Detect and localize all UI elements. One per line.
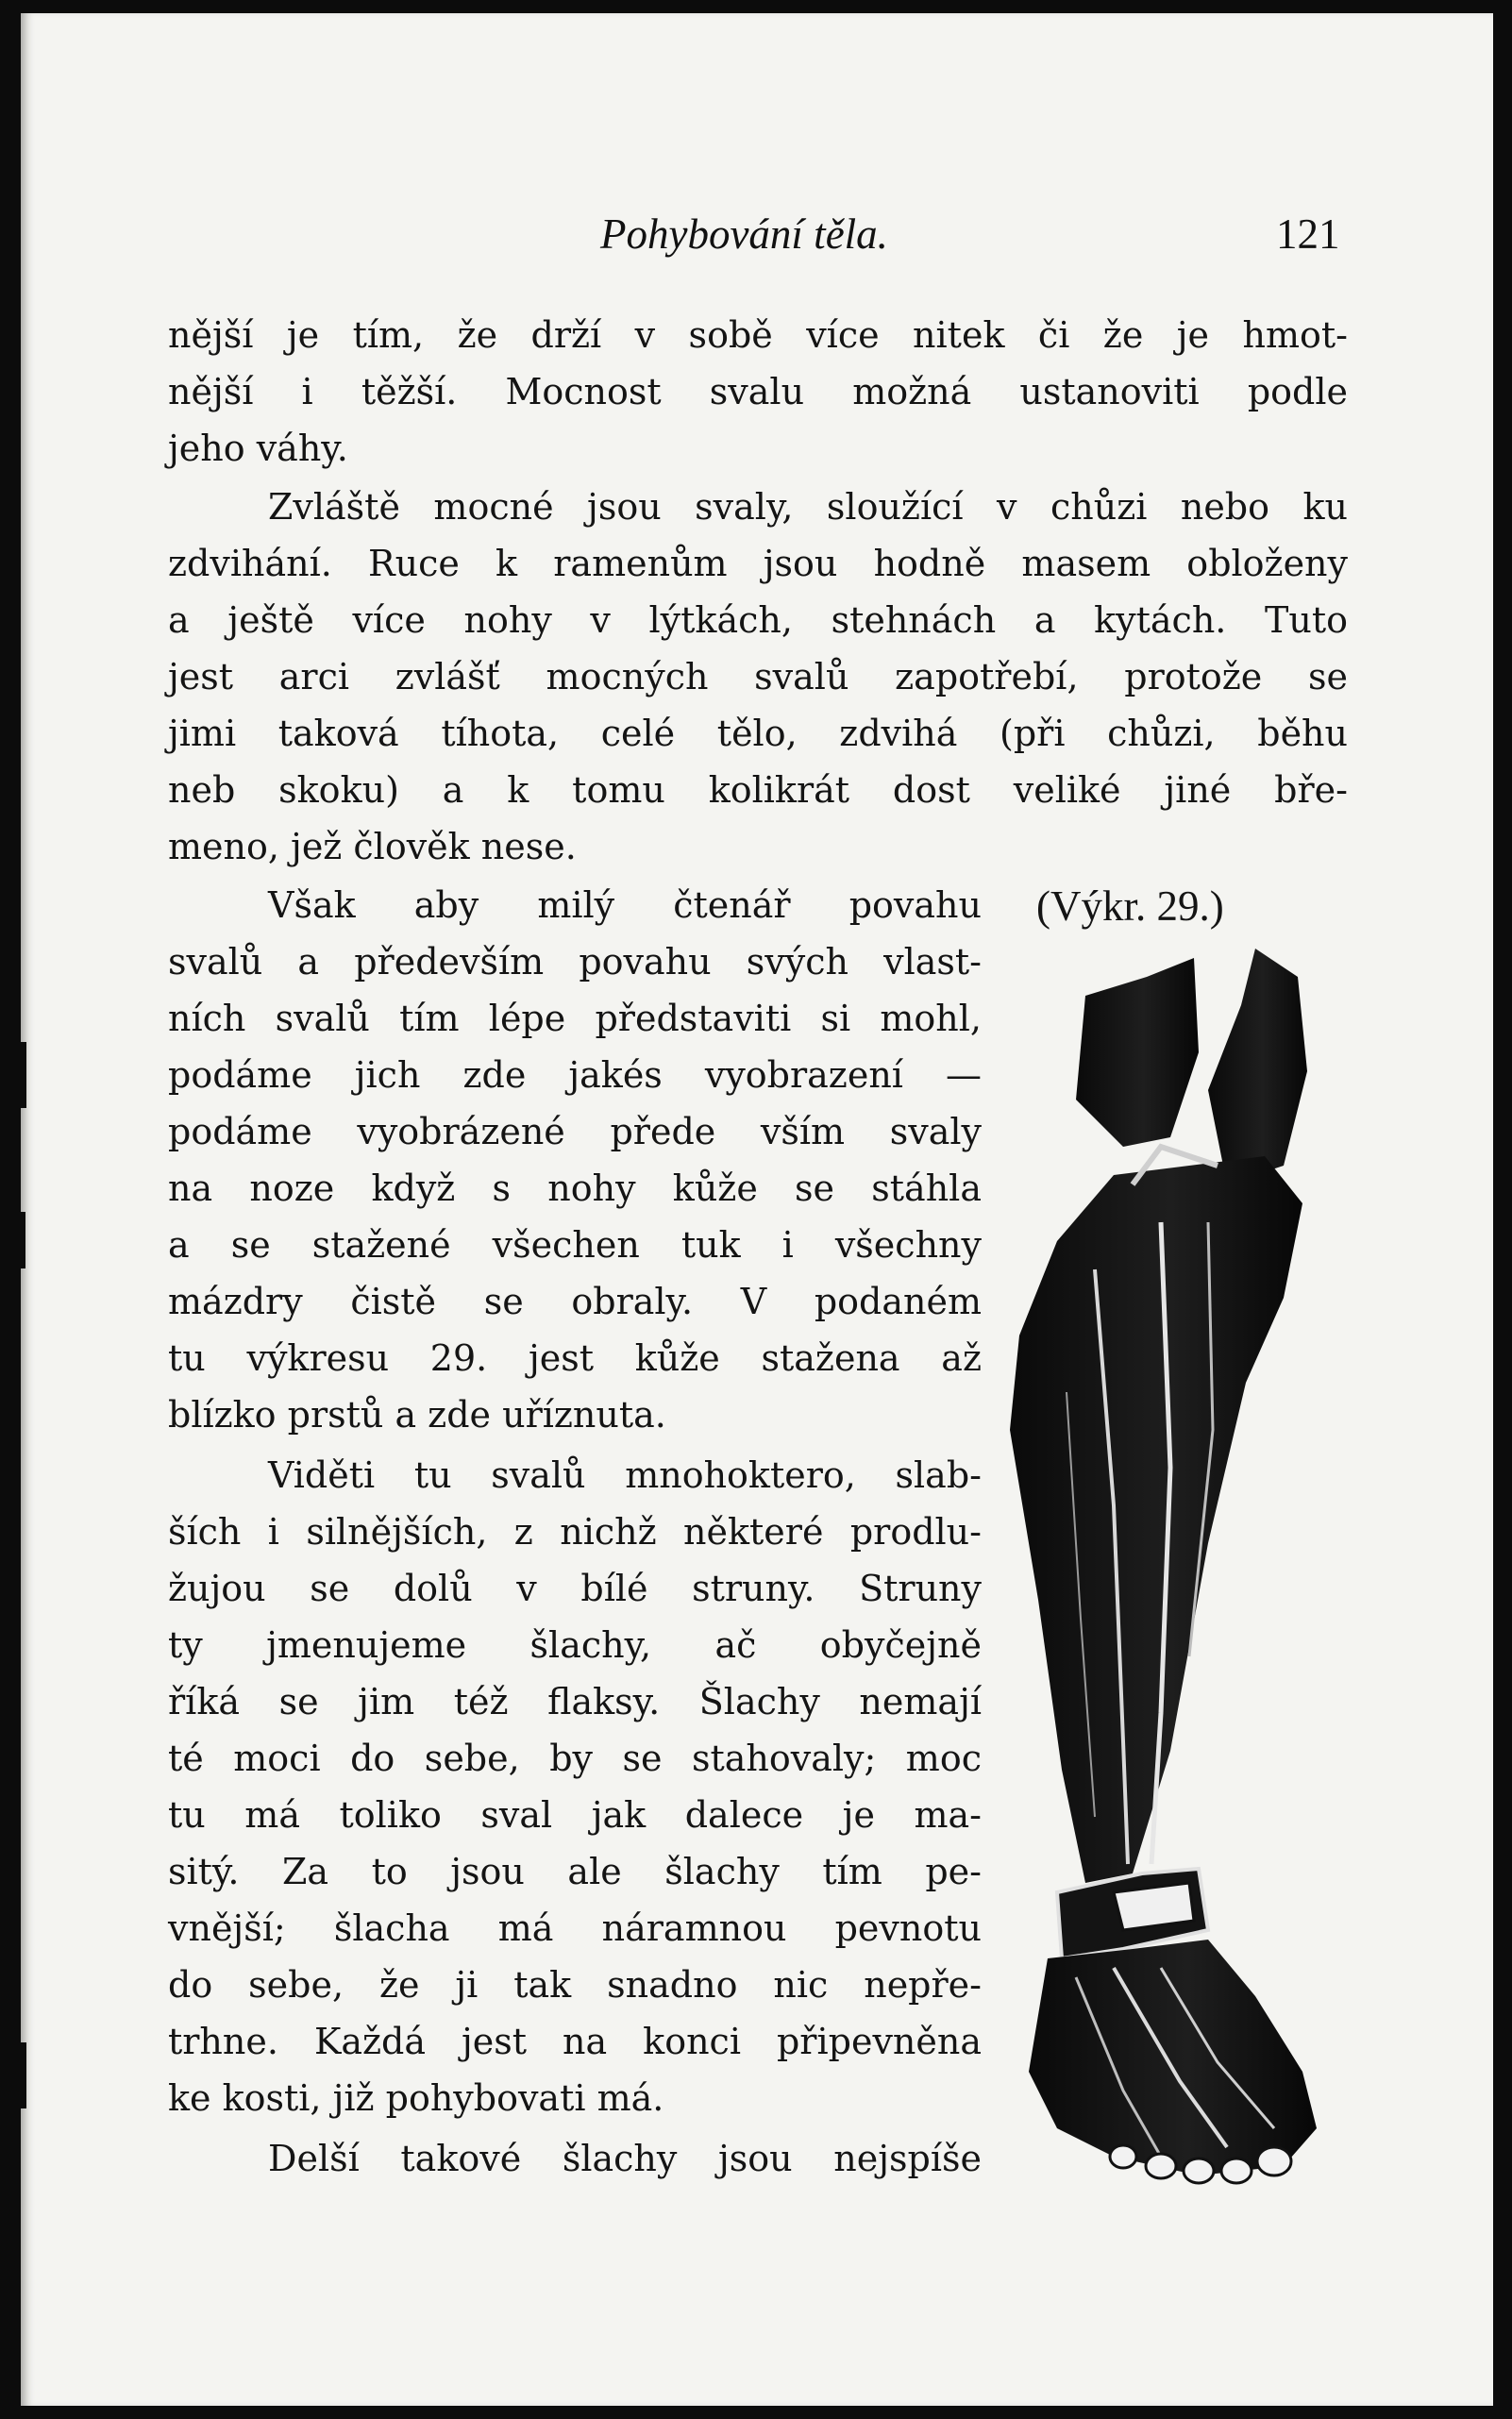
text-line: meno, jež člověk nese. — [168, 826, 577, 867]
text-line: blízko prstů a zde uříznuta. — [168, 1394, 666, 1436]
text-line: ty jmenujeme šlachy, ač obyčejně — [168, 1624, 982, 1666]
text-line: podáme vyobrázené přede vším svaly — [168, 1111, 982, 1152]
text-line: Viděti tu svalů mnohoktero, slab- — [268, 1454, 982, 1496]
page-number: 121 — [1276, 210, 1340, 258]
text-line: mázdry čistě se obraly. V podaném — [168, 1281, 982, 1322]
text-line: ších i silnějších, z nichž některé prodlu- — [168, 1511, 982, 1553]
text-line: ních svalů tím lépe představiti si mohl, — [168, 998, 982, 1039]
text-line: zdvihání. Ruce k ramenům jsou hodně masem obloženy — [168, 543, 1348, 584]
text-line: sitý. Za to jsou ale šlachy tím pe- — [168, 1851, 982, 1892]
text-line: nější i těžší. Mocnost svalu možná ustanoviti podle — [168, 371, 1348, 412]
text-line: tu má toliko sval jak dalece je ma- — [168, 1794, 982, 1836]
text-line: vnější; šlacha má náramnou pevnotu — [168, 1907, 982, 1949]
text-line: na noze když s nohy kůže se stáhla — [168, 1168, 982, 1209]
text-line: jeho váhy. — [168, 428, 348, 469]
text-line: trhne. Každá jest na konci připevněna — [168, 2021, 982, 2062]
figure-caption: (Výkr. 29.) — [1036, 882, 1224, 930]
text-line: svalů a především povahu svých vlast- — [168, 941, 982, 983]
page-edge-mark — [21, 2042, 26, 2108]
text-line: žujou se dolů v bílé struny. Struny — [168, 1568, 982, 1609]
text-line: té moci do sebe, by se stahovaly; moc — [168, 1738, 982, 1779]
running-title: Pohybování těla. — [600, 210, 888, 258]
text-line: neb skoku) a k tomu kolikrát dost veliké jiné bře- — [168, 769, 1348, 811]
page-edge-mark — [21, 1212, 25, 1268]
text-line: říká se jim též flaksy. Šlachy nemají — [168, 1681, 982, 1722]
text-line: podáme jich zde jakés vyobrazení — — [168, 1054, 982, 1096]
text-line: do sebe, že ji tak snadno nic nepře- — [168, 1964, 982, 2006]
text-line: ke kosti, již pohybovati má. — [168, 2077, 664, 2119]
page-edge-mark — [21, 1042, 26, 1108]
text-line: a se stažené všechen tuk i všechny — [168, 1224, 982, 1266]
text-line: Však aby milý čtenář povahu — [268, 884, 982, 926]
text-line: jimi taková tíhota, celé tělo, zdvihá (při chůzi, běhu — [168, 713, 1348, 754]
text-line: nější je tím, že drží v sobě více nitek či že je hmot- — [168, 314, 1348, 356]
text-line: a ještě více nohy v lýtkách, stehnách a kytách. Tuto — [168, 599, 1348, 641]
text-line: Delší takové šlachy jsou nejspíše — [268, 2138, 982, 2179]
leg-muscles-illustration — [972, 939, 1340, 2204]
text-line: tu výkresu 29. jest kůže stažena až — [168, 1337, 982, 1379]
text-line: jest arci zvlášť mocných svalů zapotřebí, protože se — [168, 656, 1348, 697]
text-line: Zvláště mocné jsou svaly, sloužící v chůzi nebo ku — [268, 486, 1348, 528]
